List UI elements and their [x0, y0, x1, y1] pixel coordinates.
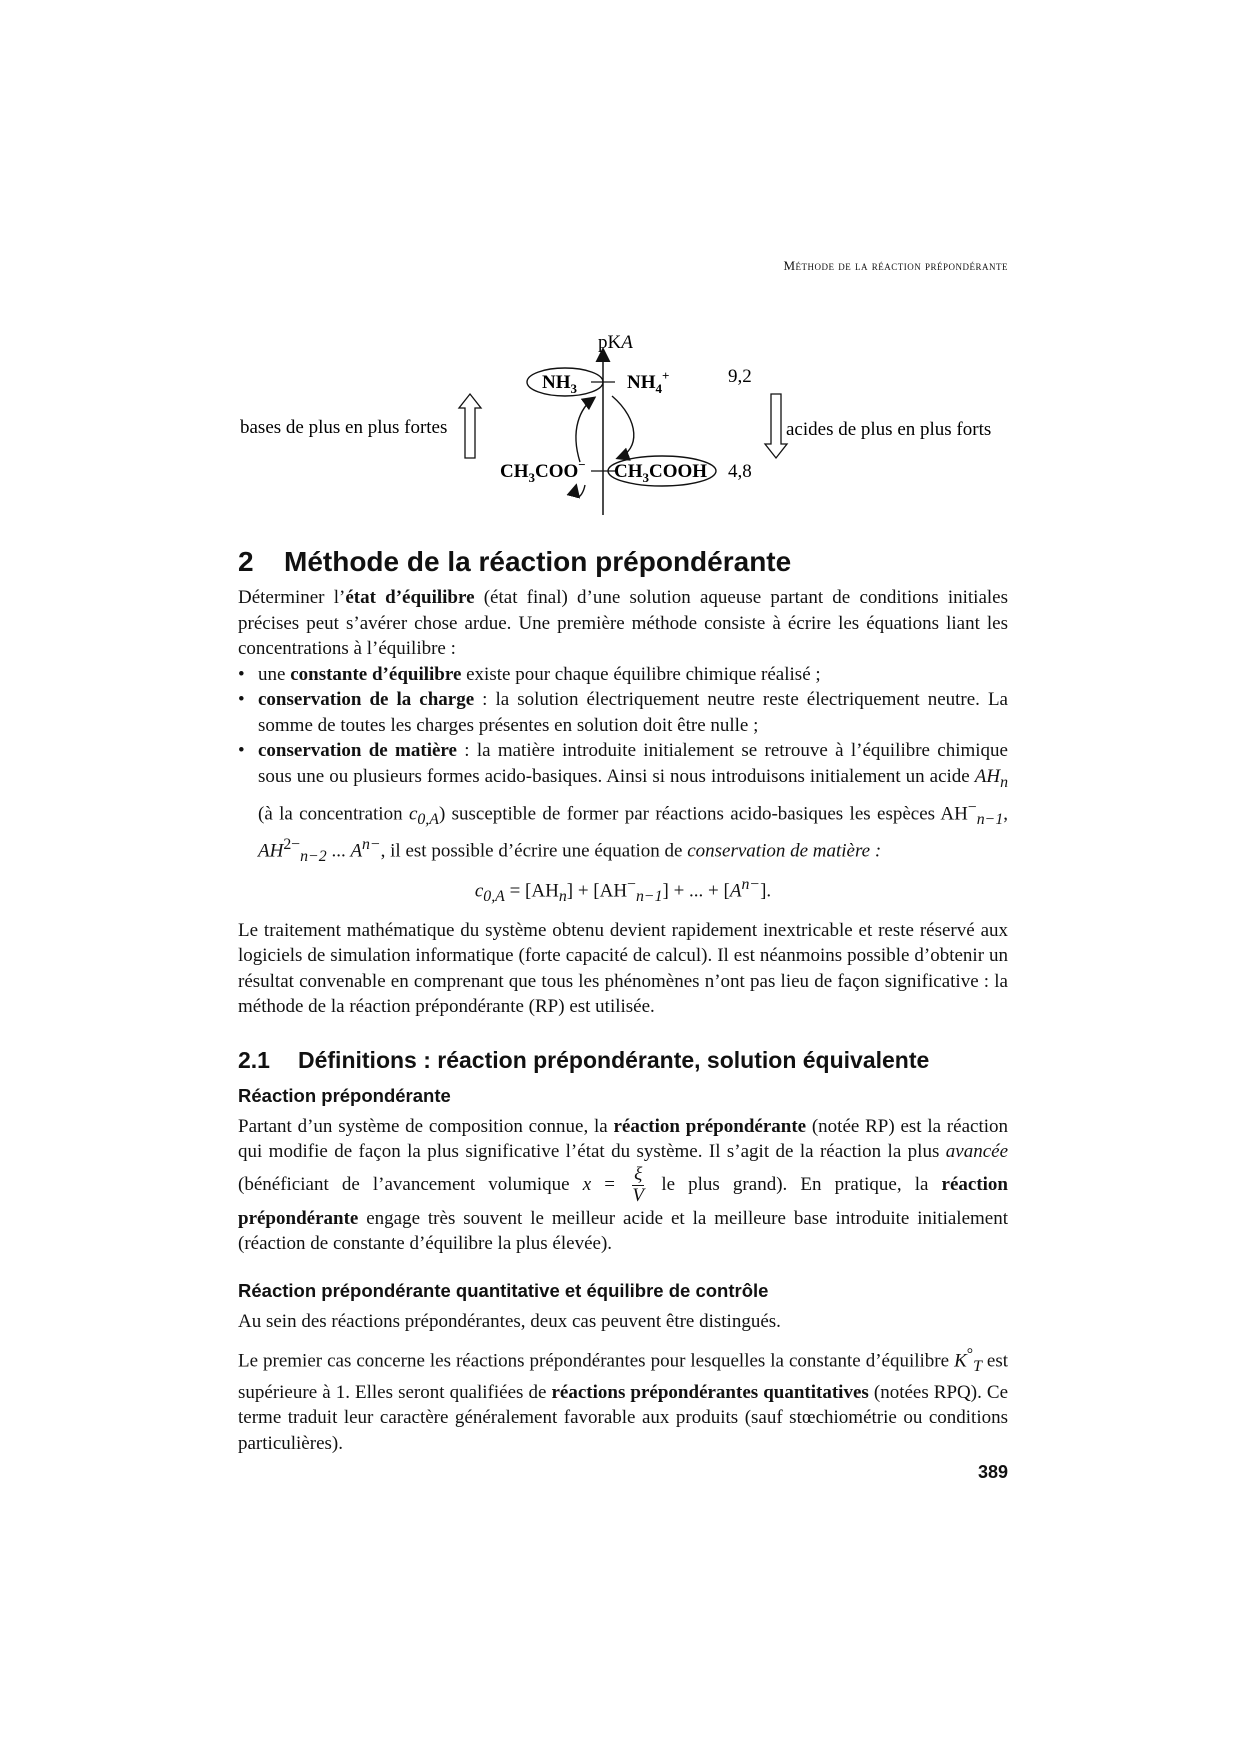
sub-heading-2: Réaction prépondérante quantitative et équilibre de contrôle [238, 1279, 769, 1301]
ch3coo-label: $CH_3COO^-$ [500, 457, 586, 485]
reaction-arrow-up [576, 398, 594, 462]
bases-label: bases de plus en plus fortes [240, 417, 448, 438]
rpq-intro: Au sein des réactions prépondérantes, deux cas peuvent être distingués. [238, 1310, 781, 1332]
running-header: Méthode de la réaction prépondérante [783, 258, 1008, 273]
xi-over-v-fraction: $\frac{\xi}{V}$ [632, 1163, 644, 1206]
intro-paragraph: Déterminer l’état d’équilibre (état final) d’une solution aqueuse partant de conditions initiales précises peut s’avérer chose ardue. Une première méthode consiste à écrire les équations liant les concentrations à l’équilibre : [238, 587, 1008, 659]
pka-value-2: 4,8 [728, 461, 752, 482]
pka-value-1: 9,2 [728, 366, 752, 387]
list-item: • une constante d’équilibre existe pour chaque équilibre chimique réalisé ; [238, 662, 1008, 688]
paragraph-2: Le traitement mathématique du système obtenu devient rapidement inextricable et reste réservé aux logiciels de simulation informatique (forte capacité de calcul). Il est néanmoins possible d’obtenir un résultat convenable en comprenant que tous les phénomènes n’ont pas lieu de façon significative : la méthode de la réaction prépondérante (RP) est utilisée. [238, 919, 1008, 1018]
conservation-equation: $c_{0,A} = [AH_n] + [AH^-_{n-1}]$ + ... + $[A^{n-}]$. [474, 876, 772, 906]
axis-label: pKA [598, 332, 633, 353]
conservation-list [238, 662, 1008, 871]
list-item: • conservation de matière : la matière introduite initialement se retrouve à l’équilibre chimique sous une ou plusieurs formes acido-basiques. Ainsi si nous introduisons initialement un acide $AH_n$ (à la concentration $c_{0,A}$) susceptible de former par réactions acido-basiques les espèces $AH^-_{n-1}$, $AH^{2-}_{n-2}$ ... $A^{n-}$, il est possible d’écrire une équation de conservation de matière : [238, 738, 1008, 870]
pka-scale-diagram [0, 330, 1240, 520]
list-item: • conservation de la charge : la solution électriquement neutre reste électriquement neutre. La somme de toutes les charges présentes en solution doit être nulle ; [238, 687, 1008, 738]
nh3-label: $NH_3$ [542, 372, 577, 396]
sub-heading-1: Réaction prépondérante [238, 1084, 451, 1106]
reaction-arrow-down [612, 396, 634, 458]
hollow-up-arrow [459, 394, 481, 458]
page-body [238, 545, 1008, 1456]
hollow-down-arrow [765, 394, 787, 458]
page-number: 389 [977, 1462, 1008, 1482]
rp-definition: Partant d’un système de composition connue, la réaction prépondérante (notée RP) est la réaction qui modifie de façon la plus significative l’état du système. Il s’agit de la réaction la plus avancée (bénéficiant de l’avancement volumique x = $\frac{\xi}{V}$ le plus grand). En pratique, la réaction prépondérante engage très souvent le meilleur acide et la meilleure base introduite initialement (réaction de constante d’équilibre la plus élevée). [238, 1115, 1009, 1255]
nh4-label: $NH_4^+$ [627, 368, 670, 396]
rpq-paragraph: Le premier cas concerne les réactions prépondérantes pour lesquelles la constante d’équilibre $K^\circ_T$ est supérieure à 1. Elles seront qualifiées de réactions prépondérantes quantitatives (notées RPQ). Ce terme traduit leur caractère généralement favorable aux produits (sauf stœchiométrie ou conditions particulières). [238, 1346, 1009, 1454]
reaction-arrow-hook [575, 485, 585, 497]
section-heading: 2 Méthode de la réaction prépondérante [238, 546, 792, 577]
subsection-heading: 2.1 Définitions : réaction prépondérante, solution équivalente [238, 1046, 930, 1073]
acids-label: acides de plus en plus forts [786, 419, 992, 440]
ch3cooh-label: $CH_3COOH$ [614, 461, 708, 485]
